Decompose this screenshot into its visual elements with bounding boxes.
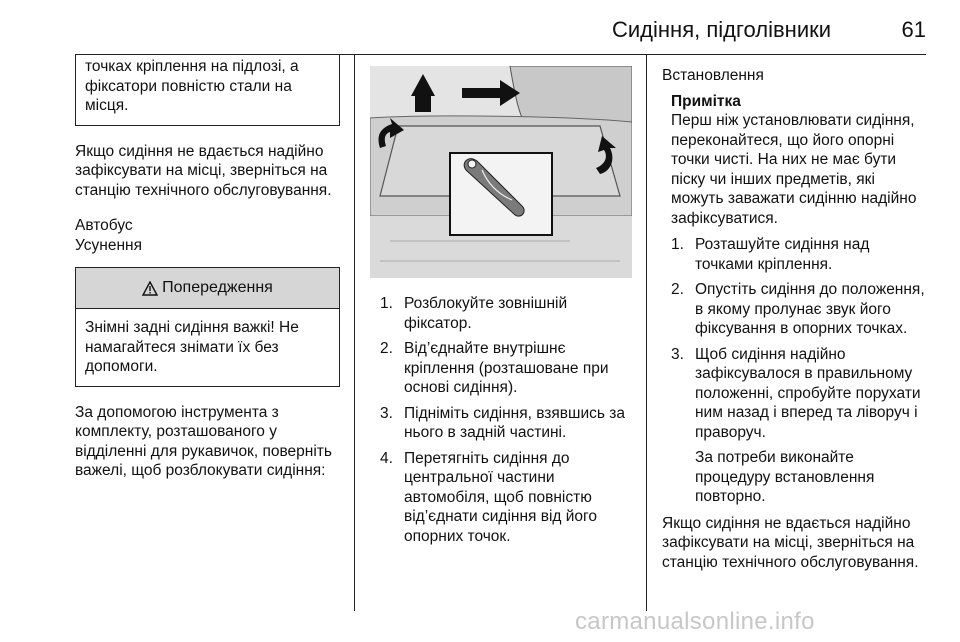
page-number: 61 [901, 17, 926, 42]
column-3 [662, 66, 928, 572]
page-header [612, 10, 926, 50]
warning-body [76, 309, 339, 386]
warning-title: Попередження [162, 279, 273, 297]
column-divider-1 [354, 55, 355, 611]
column-2 [370, 66, 632, 546]
warning-text: Знімні задні сидіння важкі! Не намагайтеся знімати їх без допомоги. [85, 319, 299, 375]
page-title: Сидіння, підголівники [612, 17, 832, 42]
warning-header [76, 268, 339, 309]
removal-step-2: 2. Від’єднайте внутрішнє кріплення (розташоване при основі сидіння). [380, 340, 609, 396]
removal-step-3: 3. Підніміть сидіння, взявшись за нього в задній частині. [380, 404, 625, 441]
removal-step-1: 1. Розблокуйте зовнішній фіксатор. [380, 295, 568, 332]
seat-illustration-drawing [370, 66, 632, 278]
warning-box [75, 267, 340, 387]
removal-steps [370, 294, 632, 546]
heading-bus: Автобус [75, 217, 133, 234]
note-block [662, 92, 928, 229]
column-1 [75, 58, 340, 481]
continued-note-box [75, 55, 340, 126]
paragraph-contact-service: Якщо сидіння не вдається надійно зафіксувати на місці, зверніться на станцію технічного обслуговування. [75, 142, 332, 199]
paragraph-tool-instructions: За допомогою інструмента з комплекту, розташованого у відділенні для рукавичок, поверніть важелі, щоб розблокувати сидіння: [75, 403, 332, 479]
note-text: Перш ніж установлювати сидіння, переконайтеся, що його опорні точки чисті. На них не має бути піску чи інших предметів, які можуть заважати сидінню надійно зафіксуватися. [671, 112, 917, 227]
column-divider-2 [646, 55, 647, 611]
continued-note-text: точках кріплення на підлозі, а фіксатори повністю стали на місця. [85, 58, 299, 114]
removal-step-4: 4. Перетягніть сидіння до центральної частини автомобіля, щоб повністю від’єднати сидіння від його опорних точок. [380, 449, 597, 545]
watermark: carmanualsonline.info [575, 608, 815, 635]
installation-steps [662, 235, 928, 507]
installation-step-3: 3. Щоб сидіння надійно зафіксувалося в правильному положенні, спробуйте порухати ним назад і вперед та ліворуч і праворуч. За потреби виконайте процедуру встановлення повторно. [671, 345, 928, 507]
note-title: Примітка [671, 92, 741, 110]
paragraph-contact-service-2: Якщо сидіння не вдається надійно зафіксувати на місці, зверніться на станцію технічного обслуговування. [662, 514, 919, 571]
heading-installation: Встановлення [662, 67, 764, 84]
installation-step-3-note: За потреби виконайте процедуру встановлення повторно. [695, 449, 875, 505]
heading-removal: Усунення [75, 236, 143, 254]
installation-step-2: 2. Опустіть сидіння до положення, в якому пролунає звук його фіксування в опорних точках. [671, 281, 925, 337]
installation-step-1: 1. Розташуйте сидіння над точками кріплення. [671, 236, 870, 273]
warning-triangle-icon [142, 281, 158, 296]
seat-release-illustration [370, 66, 632, 278]
